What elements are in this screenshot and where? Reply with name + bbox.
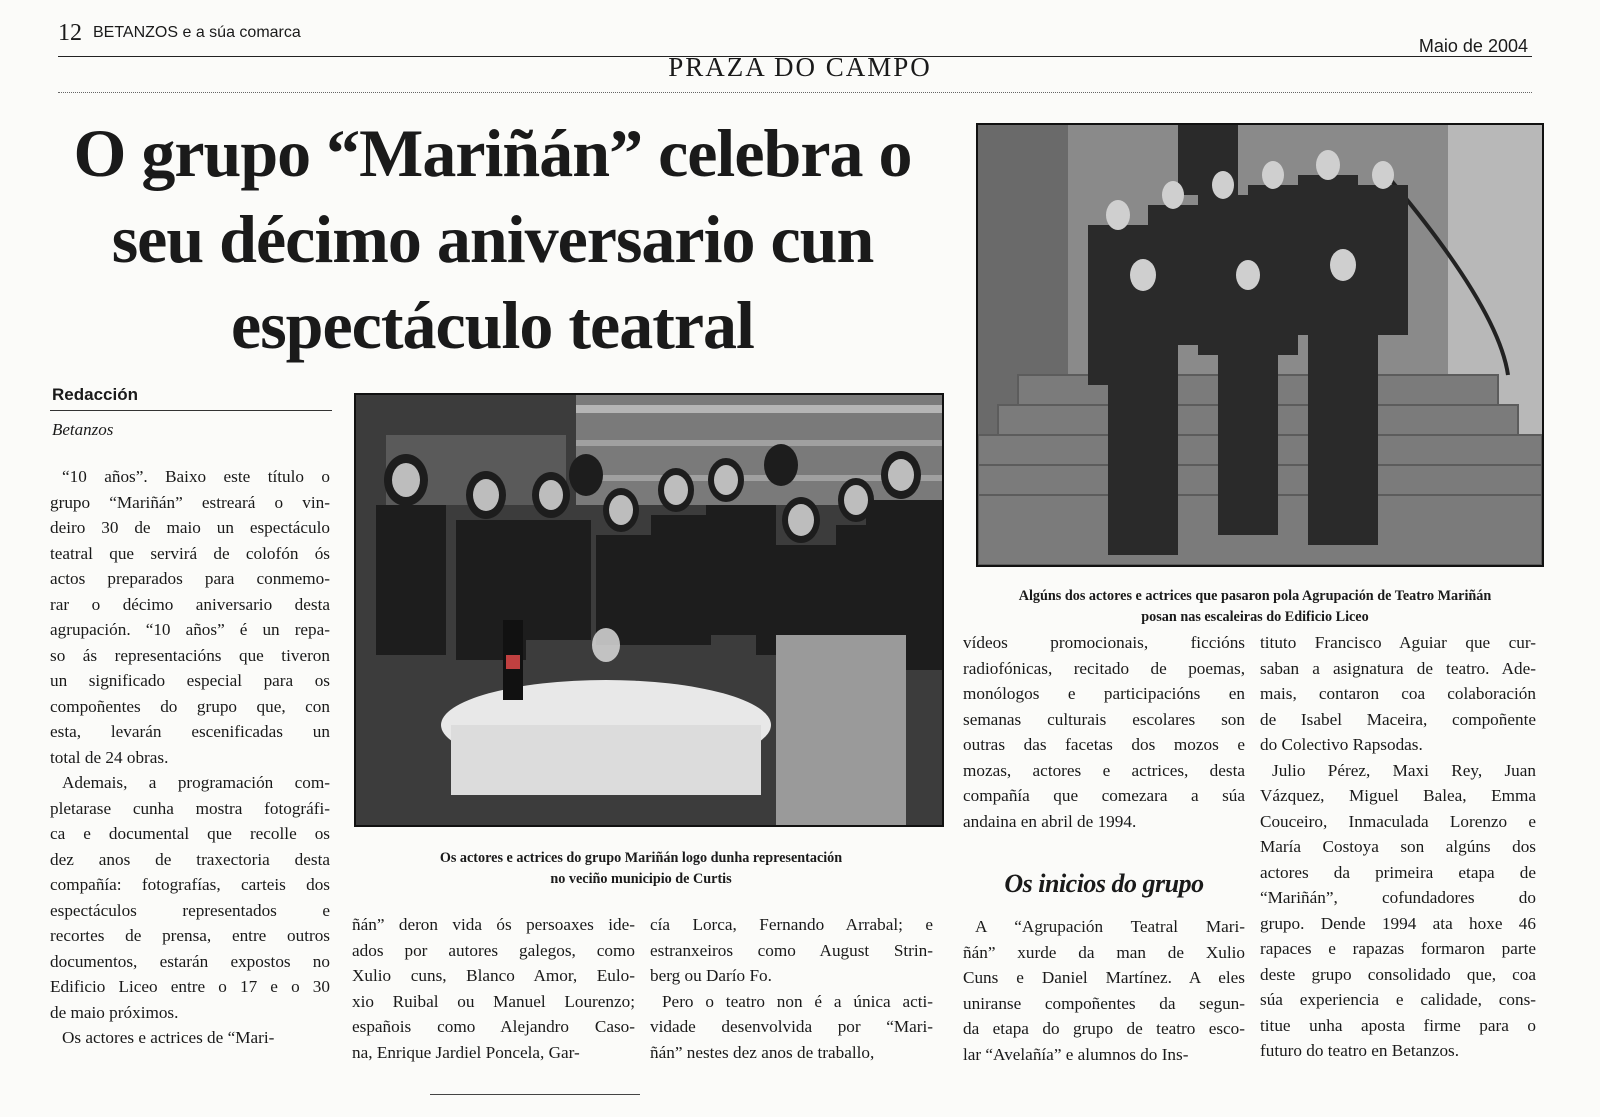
text-line: cía Lorca, Fernando Arrabal; e <box>650 915 933 934</box>
section-title: PRAZA DO CAMPO <box>668 52 932 82</box>
text-line: compoñentes do grupo que, con <box>50 696 330 716</box>
photo-caption-2 <box>960 586 1550 628</box>
article-column-2 <box>352 912 635 1065</box>
text-line: súa experiencia e calidade, cons- <box>1260 990 1536 1009</box>
text-line: Julio Pérez, Maxi Rey, Juan <box>1272 760 1536 780</box>
text-line: mais, contaron coa colaboración <box>1260 684 1536 703</box>
text-line: ados por autores galegos, como <box>352 940 635 960</box>
text-line: grupo “Mariñán” estreará o vin- <box>50 492 330 512</box>
text-line: compañía: fotografías, carteis dos <box>50 875 330 894</box>
text-line: Cuns e Daniel Martínez. A eles <box>963 968 1245 987</box>
text-line: A “Agrupación Teatral Mari- <box>975 917 1245 936</box>
group-photo-liceo <box>976 123 1544 567</box>
text-line: radiofónicas, recitado de poemas, <box>963 658 1245 678</box>
text-line: monólogos e participacións en <box>963 684 1245 703</box>
text-line: rar o décimo aniversario desta <box>50 594 330 614</box>
dateline: Betanzos <box>52 420 114 439</box>
text-line: titue unha aposta firme para o <box>1260 1015 1536 1035</box>
text-line: actores da primeira etapa de <box>1260 862 1536 882</box>
photo-illustration <box>978 125 1542 565</box>
text-line: na, Enrique Jardiel Poncela, Gar- <box>352 1042 580 1062</box>
text-line: so ás representacións que tiveron <box>50 645 330 665</box>
text-line: saban a asignatura de teatro. Ade- <box>1260 658 1536 678</box>
text-line: tituto Francisco Aguiar que cur- <box>1260 633 1536 652</box>
caption-line: Os actores e actrices do grupo Mariñán logo dunha representación <box>439 850 843 866</box>
text-line: futuro do teatro en Betanzos. <box>1260 1041 1460 1060</box>
caption-line: no veciño municipio de Curtis <box>550 871 732 887</box>
text-line: ca e documental que recolle os <box>50 824 330 843</box>
photo-illustration <box>356 395 942 825</box>
text-line: de Isabel Maceira, compoñente <box>1260 709 1536 729</box>
text-line: outras das facetas dos mozos e <box>963 735 1245 754</box>
headline-line: O grupo “Mariñán” celebra o <box>73 115 912 191</box>
text-line: vídeos promocionais, ficcións <box>963 633 1245 652</box>
group-photo-curtis <box>354 393 944 827</box>
caption-line: Algúns dos actores e actrices que pasaron pola Agrupación de Teatro Mariñán <box>1018 588 1492 604</box>
text-line: Pero o teatro non é a única acti- <box>662 991 933 1011</box>
text-line: Edificio Liceo entre o 17 e o 30 <box>50 977 330 996</box>
text-line: uniranse compoñentes da segun- <box>963 993 1245 1013</box>
text-line: pletarase cunha mostra fotográfi- <box>50 798 330 818</box>
headline-line: seu décimo aniversario cun <box>111 201 874 277</box>
text-line: de maio próximos. <box>50 1002 179 1022</box>
text-line: María Costoya son algúns dos <box>1260 837 1536 856</box>
text-line: recortes de prensa, entre outros <box>50 926 330 945</box>
text-line: andaina en abril de 1994. <box>963 811 1137 831</box>
text-line: “Mariñán”, cofundadores do <box>1260 888 1536 907</box>
text-line: rapaces e rapazas formaron parte <box>1260 939 1536 958</box>
headline-line: espectáculo teatral <box>231 287 754 363</box>
text-line: ñán” deron vida ós persoaxes ide- <box>352 915 635 934</box>
text-line: españois como Alejandro Caso- <box>352 1017 635 1036</box>
text-line: da etapa do grupo de teatro esco- <box>963 1019 1245 1038</box>
article-column-4 <box>963 630 1245 834</box>
caption-line: posan nas escaleiras do Edificio Liceo <box>1141 609 1369 625</box>
text-line: Os actores e actrices de “Mari- <box>62 1028 275 1047</box>
text-line: semanas culturais escolares son <box>963 709 1245 729</box>
article-column-5 <box>1260 630 1536 1064</box>
byline: Redacción <box>52 385 138 404</box>
text-line: total de 24 obras. <box>50 747 169 767</box>
text-line: dez anos de traxectoria desta <box>50 849 330 869</box>
text-line: compañía que comezara a súa <box>963 786 1245 805</box>
text-line: lar “Avelañía” e alumnos do Ins- <box>963 1044 1189 1064</box>
text-line: Vázquez, Miguel Balea, Emma <box>1260 786 1536 805</box>
text-line: Couceiro, Inmaculada Lorenzo e <box>1260 811 1536 831</box>
publication-name: BETANZOS e a súa comarca <box>93 24 301 41</box>
text-line: do Colectivo Rapsodas. <box>1260 735 1423 754</box>
text-line: mozas, actores e actrices, desta <box>963 760 1245 780</box>
text-line: berg ou Darío Fo. <box>650 966 772 985</box>
headline <box>40 110 945 368</box>
article-column-3 <box>650 912 933 1065</box>
subheading: Os inicios do grupo <box>1004 869 1204 898</box>
text-line: esta, levarán escenificadas un <box>50 722 330 741</box>
footer-rule <box>430 1094 640 1095</box>
photo-caption-1 <box>352 848 930 890</box>
text-line: ñán” xurde da man de Xulio <box>963 942 1245 962</box>
page-number: 12 <box>58 20 82 46</box>
text-line: actos preparados para conmemo- <box>50 569 330 588</box>
article-column-1 <box>50 464 330 1051</box>
issue-date: Maio de 2004 <box>1418 36 1528 56</box>
text-line: vidade desenvolvida por “Mari- <box>650 1017 933 1036</box>
text-line: deste grupo consolidado que, coa <box>1260 964 1536 984</box>
text-line: estranxeiros como August Strin- <box>650 940 933 960</box>
text-line: “10 años”. Baixo este título o <box>62 467 330 486</box>
text-line: espectáculos representados e <box>50 900 330 920</box>
text-line: ñán” nestes dez anos de traballo, <box>650 1042 875 1062</box>
text-line: Xulio cuns, Blanco Amor, Eulo- <box>352 966 635 985</box>
text-line: agrupación. “10 años” é un repa- <box>50 620 330 639</box>
text-line: xio Ruibal ou Manuel Lourenzo; <box>352 991 635 1011</box>
text-line: grupo. Dende 1994 ata hoxe 46 <box>1260 913 1536 933</box>
text-line: Ademais, a programación com- <box>62 773 330 792</box>
text-line: un significado especial para os <box>50 671 330 690</box>
article-column-4-continued <box>963 914 1245 1067</box>
text-line: documentos, estarán expostos no <box>50 951 330 971</box>
byline-rule <box>50 410 332 411</box>
text-line: teatral que servirá de colofón ós <box>50 543 330 563</box>
section-divider <box>58 92 1532 93</box>
text-line: deiro 30 de maio un espectáculo <box>50 518 330 537</box>
